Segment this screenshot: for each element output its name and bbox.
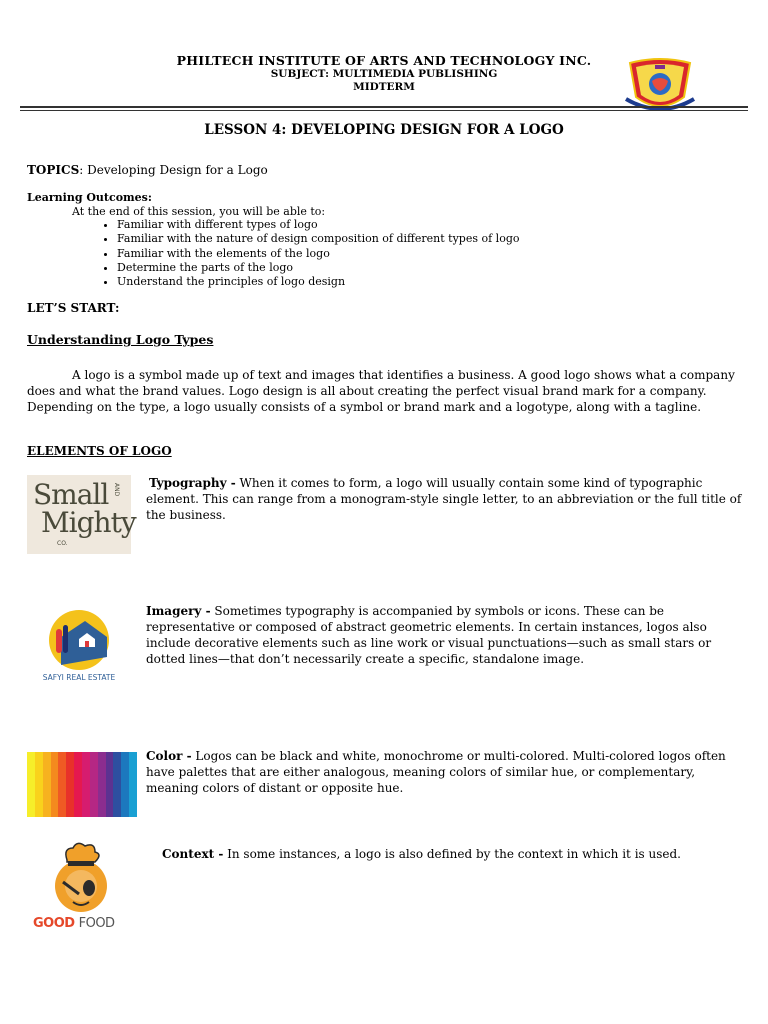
- swatch-stripe: [27, 752, 35, 817]
- element-desc: In some instances, a logo is also defined by the context in which it is used.: [223, 847, 681, 861]
- lesson-title: LESSON 4: DEVELOPING DESIGN FOR A LOGO: [204, 122, 564, 138]
- element-desc: When it comes to form, a logo will usually contain some kind of typographic element. This can range from a monogram-style single letter, to an abbreviation or the full title of the business.: [146, 476, 742, 522]
- good-food-wordmark: [33, 916, 115, 931]
- swatch-stripe: [58, 752, 66, 817]
- swatch-stripe: [66, 752, 74, 817]
- swatch-stripe: [98, 752, 106, 817]
- logo-word-small: Small: [33, 478, 109, 511]
- element-imagery: [146, 603, 746, 667]
- element-typography: [146, 475, 746, 523]
- header-rule-thin: [20, 110, 748, 111]
- swatch-stripe: [121, 752, 129, 817]
- element-term: Context -: [162, 847, 224, 861]
- good-food-logo: [27, 840, 133, 936]
- topics-text: : Developing Design for a Logo: [79, 163, 268, 177]
- element-term: Color -: [146, 749, 192, 763]
- list-item: • Understand the principles of logo design: [117, 275, 519, 289]
- chef-hat-icon: [41, 840, 121, 914]
- learning-outcomes-intro: At the end of this session, you will be able to:: [72, 205, 326, 218]
- good-word: GOOD: [33, 916, 75, 931]
- outcomes-list: [70, 218, 519, 289]
- list-item: • Determine the parts of the logo: [117, 261, 519, 275]
- logo-word-co: CO.: [57, 540, 68, 547]
- element-desc: Sometimes typography is accompanied by symbols or icons. These can be representative or composed of abstract geometric elements. In certain instances, logos also include decorative elements such as line work or visual punctuations—such as small stars or dotted lines—that don’t necessarily create a specific, standalone image.: [146, 604, 712, 666]
- list-item: • Familiar with the nature of design composition of different types of logo: [117, 232, 519, 246]
- swatch-stripe: [106, 752, 114, 817]
- lets-start-heading: LET’S START:: [27, 301, 120, 315]
- safyi-real-estate-logo: [27, 597, 130, 688]
- term-line: MIDTERM: [353, 81, 415, 93]
- header-rule: [20, 106, 748, 108]
- intro-paragraph: A logo is a symbol made up of text and images that identifies a business. A good logo shows what a company does and what the brand values. Logo design is all about creating the perfect visual brand mark for a company. Depending on the type, a logo usually consists of a symbol or brand mark and a logotype, along with a tagline.: [27, 368, 735, 414]
- swatch-stripe: [43, 752, 51, 817]
- food-word: FOOD: [78, 916, 115, 931]
- list-item: • Familiar with different types of logo: [117, 218, 519, 232]
- element-term: Imagery -: [146, 604, 211, 618]
- logo-word-and: AND: [113, 483, 120, 497]
- element-term: Typography -: [149, 476, 236, 490]
- color-palette-swatch: [27, 752, 137, 817]
- institute-name: PHILTECH INSTITUTE OF ARTS AND TECHNOLOGY INC.: [176, 53, 592, 68]
- safyi-caption: SAFYI REAL ESTATE: [42, 673, 116, 682]
- element-desc: Logos can be black and white, monochrome or multi-colored. Multi-colored logos often have palettes that are either analogous, meaning colors of similar hue, or complementary, meaning colors of distant or opposite hue.: [146, 749, 726, 795]
- section-title: Understanding Logo Types: [27, 332, 214, 347]
- small-and-mighty-logo: [27, 475, 136, 554]
- swatch-stripe: [51, 752, 59, 817]
- list-item: • Familiar with the elements of the logo: [117, 247, 519, 261]
- element-context: [162, 846, 752, 862]
- logo-word-mighty: Mighty: [41, 506, 136, 539]
- learning-outcomes-title: Learning Outcomes:: [27, 191, 152, 204]
- swatch-stripe: [113, 752, 121, 817]
- swatch-stripe: [82, 752, 90, 817]
- element-color: [146, 748, 746, 796]
- swatch-stripe: [90, 752, 98, 817]
- house-tree-icon: [41, 607, 117, 671]
- swatch-stripe: [129, 752, 137, 817]
- swatch-stripe: [35, 752, 43, 817]
- topics-line: [27, 163, 268, 177]
- subject-line: SUBJECT: MULTIMEDIA PUBLISHING: [270, 68, 498, 80]
- topics-label: TOPICS: [27, 163, 80, 177]
- elements-heading: ELEMENTS OF LOGO: [27, 444, 172, 458]
- swatch-stripe: [74, 752, 82, 817]
